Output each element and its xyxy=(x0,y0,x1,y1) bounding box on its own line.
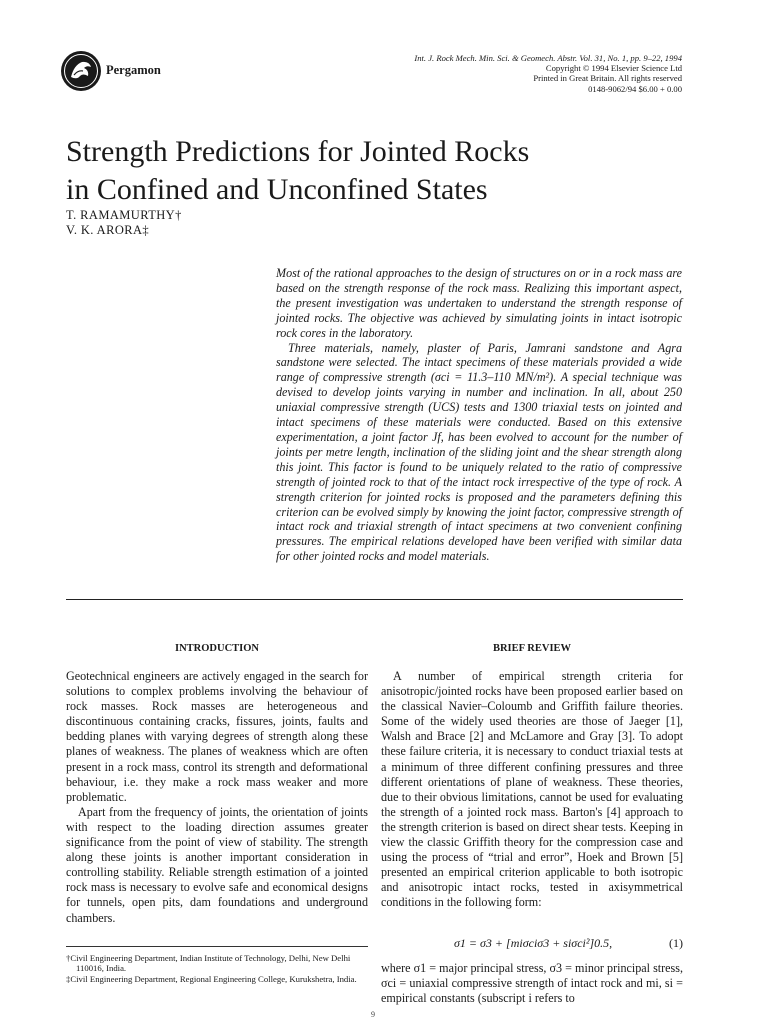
body-paragraph: where σ1 = major principal stress, σ3 = minor principal stress, σci = uniaxial compressive strength of intact rock and mi, si = empirical constants (subscript i refers to xyxy=(381,961,683,1006)
section-heading-introduction: INTRODUCTION xyxy=(174,643,259,654)
abstract-paragraph: Three materials, namely, plaster of Paris, Jamrani sandstone and Agra sandstone were selected. The intact specimens of these materials provided a wide range of compressive strength (σci = 11.3–110 MN/m²). A special technique was devised to develop joints varying in number and inclination. In all, about 250 uniaxial compressive strength (UCS) tests and 1300 triaxial tests on jointed and intact specimens of these materials were conducted. Based on this extensive experimentation, a joint factor Jf, has been evolved to account for the number of joints per metre length, inclination of the sliding joint and the shear strength along this joint. This factor is found to be uniquely related to the ratio of compressive strength of jointed rock to that of the intact rock irrespective of the type of rock. A strength criterion for jointed rocks is proposed and the parameters defining this criterion can be evolved simply by knowing the joint factor, compressive strength of intact rock and triaxial strength of intact specimens at two convenient confining pressures. The empirical relations developed have been verified with similar data for other jointed rocks and model materials. xyxy=(276,340,682,564)
footnotes xyxy=(66,953,368,984)
abstract-paragraph: Most of the rational approaches to the design of structures on or in a rock mass are based on the strength response of the rock mass. Realizing this important aspect, the present investigation was undertaken to understand the strength response of jointed rocks. The objective was achieved by simulating joints in intact isotropic rock cores in the laboratory. xyxy=(276,266,682,340)
title-line: in Confined and Unconfined States xyxy=(66,173,488,206)
body-paragraph: Geotechnical engineers are actively engaged in the search for solutions to complex problems involving the behaviour of rock masses. Rock masses are heterogeneous and discontinuous containing cracks, fissures, joints, faults and bedding planes with varying degrees of strength along these planes of weakness. The planes of weakness which are often present in a rock mass, control its strength and deformational behaviour, i.e. they make a rock mass weaker and more problematic. xyxy=(66,669,368,804)
footnote: †Civil Engineering Department, Indian Institute of Technology, Delhi, New Delhi 110016, India. xyxy=(66,953,351,974)
section-divider xyxy=(66,599,683,600)
section-heading-brief-review: BRIEF REVIEW xyxy=(492,643,572,654)
publisher-name: Pergamon xyxy=(106,63,161,77)
title-line: Strength Predictions for Jointed Rocks xyxy=(66,135,530,168)
equation-text: σ1 = σ3 + [miσciσ3 + siσci²]0.5, xyxy=(454,936,613,950)
pergamon-logo xyxy=(60,50,102,92)
article-title xyxy=(66,133,726,209)
journal-line: Printed in Great Britain. All rights reserved xyxy=(533,73,682,84)
page-number: 9 xyxy=(371,1010,375,1019)
journal-line: 0148-9062/94 $6.00 + 0.00 xyxy=(588,83,682,94)
introduction-body xyxy=(66,669,368,926)
author-name: V. K. ARORA‡ xyxy=(66,223,150,237)
footnote: ‡Civil Engineering Department, Regional Engineering College, Kurukshetra, India. xyxy=(66,973,357,984)
review-body xyxy=(381,669,683,911)
equation-number: (1) xyxy=(669,936,683,950)
journal-line: Copyright © 1994 Elsevier Science Ltd xyxy=(545,63,682,74)
footnote-divider xyxy=(66,946,368,947)
journal-citation xyxy=(414,53,682,94)
body-paragraph: Apart from the frequency of joints, the orientation of joints with respect to the loading direction assumes greater significance from the point of view of stability. The strength along these joints is another important consideration in controlling stability. Reliable strength estimation of a jointed rock mass is necessary to evolve safe and economical designs for tunnels, open pits, dam foundations and underground chambers. xyxy=(66,804,368,925)
author-list xyxy=(66,208,182,238)
review-body-continued xyxy=(381,961,683,1006)
abstract xyxy=(276,266,682,564)
author-name: T. RAMAMURTHY† xyxy=(66,208,182,222)
body-paragraph: A number of empirical strength criteria for anisotropic/jointed rocks have been proposed earlier based on the classical Navier–Coloumb and Griffith failure theories. Some of the widely used theories are those of Jaeger [1], Walsh and Brace [2] and McLamore and Gray [3]. To adopt these failure criteria, it is necessary to conduct triaxial tests at a minimum of three different confining pressures and three different orientations of plane of weakness. These theories, due to their obvious limitations, cannot be used for evaluating the strength of a jointed rock mass. Barton's [4] approach to the strength criterion is based on direct shear tests. Keeping in view the classic Griffith theory for the compression case and using the process of “trial and error”, Hoek and Brown [5] presented an empirical criterion applicable to both isotropic and anisotropic intact rocks, tested in axisymmetrical conditions in the following form: xyxy=(381,669,683,910)
journal-line: Int. J. Rock Mech. Min. Sci. & Geomech. Abstr. Vol. 31, No. 1, pp. 9–22, 1994 xyxy=(414,53,682,63)
